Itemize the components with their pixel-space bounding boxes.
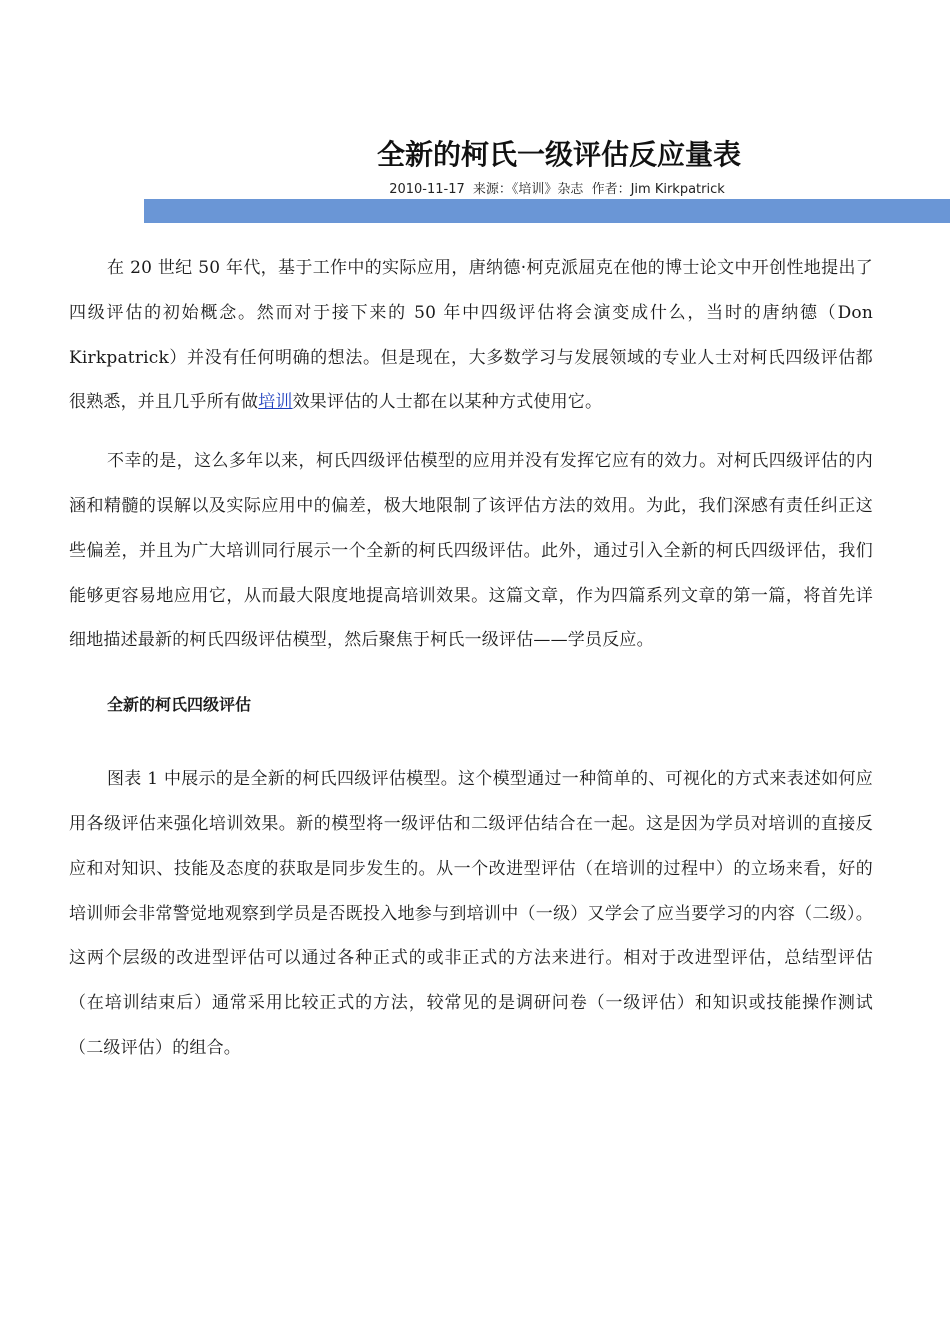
header-rule bbox=[144, 199, 950, 223]
paragraph-1 bbox=[69, 246, 873, 425]
article-title: 全新的柯氏一级评估反应量表 bbox=[376, 138, 741, 171]
article-source: 来源：《培训》杂志 bbox=[472, 182, 584, 197]
article-body bbox=[69, 246, 873, 1085]
paragraph-3: 图表 1 中展示的是全新的柯氏四级评估模型。这个模型通过一种简单的、可视化的方式来表述如何应用各级评估来强化培训效果。新的模型将一级评估和二级评估结合在一起。这是因为学员对培训的直接反应和对知识、技能及态度的获取是同步发生的。从一个改进型评估（在培训的过程中）的立场来看，好的培训师会非常警觉地观察到学员是否既投入地参与到培训中（一级）又学会了应当要学习的内容（二级）。这两个层级的改进型评估可以通过各种正式的或非正式的方法来进行。相对于改进型评估，总结型评估（在培训结束后）通常采用比较正式的方法，较常见的是调研问卷（一级评估）和知识或技能操作测试（二级评估）的组合。 bbox=[69, 769, 873, 1058]
article-meta bbox=[0, 178, 950, 197]
paragraph-1-text: 在 20 世纪 50 年代，基于工作中的实际应用，唐纳德·柯克派屈克在他的博士论文中开创性地提出了四级评估的初始概念。然而对于接下来的 50 年中四级评估将会演变成什么，当时的唐纳德（Don Kirkpatrick）并没有任何明确的想法。但是现在，大多数学习与发展领域的专业人士对柯氏四级评估都很熟悉，并且几乎所有做 bbox=[69, 258, 873, 413]
article-author: 作者：Jim Kirkpatrick bbox=[591, 182, 725, 197]
paragraph-1-tail: 效果评估的人士都在以某种方式使用它。 bbox=[292, 392, 603, 413]
training-link[interactable]: 培训 bbox=[258, 392, 293, 413]
article-date: 2010-11-17 bbox=[389, 182, 465, 197]
section-heading: 全新的柯氏四级评估 bbox=[107, 695, 252, 715]
paragraph-2: 不幸的是，这么多年以来，柯氏四级评估模型的应用并没有发挥它应有的效力。对柯氏四级评估的内涵和精髓的误解以及实际应用中的偏差，极大地限制了该评估方法的效用。为此，我们深感有责任纠正这些偏差，并且为广大培训同行展示一个全新的柯氏四级评估。此外，通过引入全新的柯氏四级评估，我们能够更容易地应用它，从而最大限度地提高培训效果。这篇文章，作为四篇系列文章的第一篇，将首先详细地描述最新的柯氏四级评估模型，然后聚焦于柯氏一级评估——学员反应。 bbox=[69, 451, 873, 651]
